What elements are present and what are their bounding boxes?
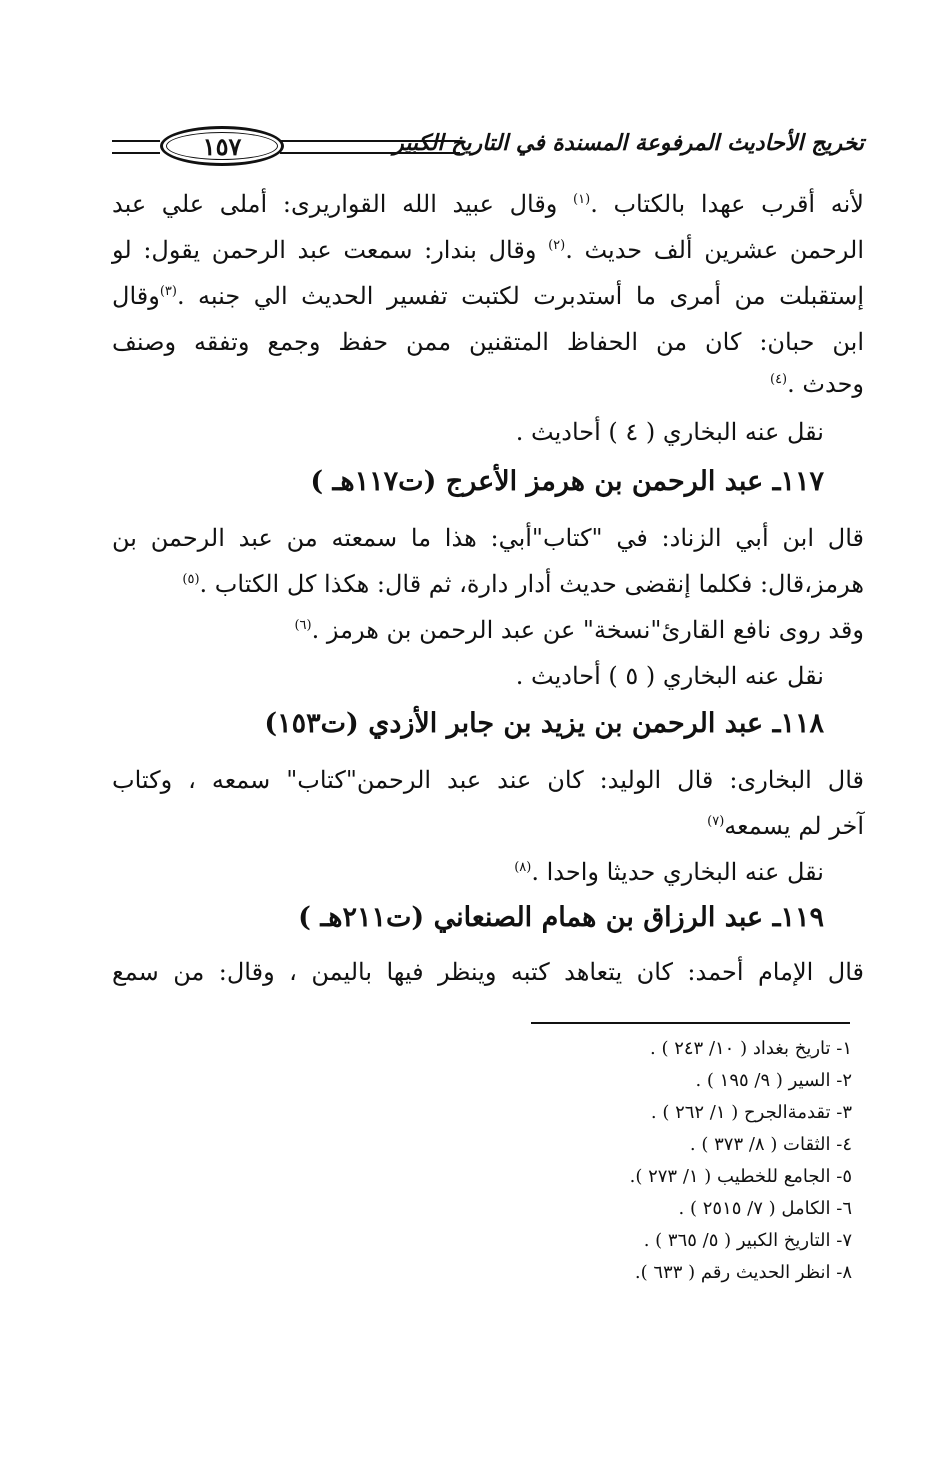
footnote: ٥- الجامع للخطيب ( ١/ ٢٧٣ ). <box>629 1166 852 1187</box>
text-line: نقل عنه البخاري ( ٥ ) أحاديث . <box>515 662 824 690</box>
text-line: نقل عنه البخاري ( ٤ ) أحاديث . <box>515 418 824 446</box>
text-line: إستقبلت من أمرى ما أستدبرت لكتبت تفسير الحديث الي جنبه .$^{(٣)}$وقال <box>112 282 864 310</box>
page-number-frame <box>160 126 284 166</box>
footnote-ref: (٧) <box>707 814 725 829</box>
page-number: ١٥٧ <box>202 131 242 161</box>
footnote: ٧- التاريخ الكبير ( ٥/ ٣٦٥ ) . <box>643 1230 852 1251</box>
text-line: آخر لم يسمعه$^{(٧)}$ <box>707 812 864 840</box>
footnote: ٤- الثقات ( ٨/ ٣٧٣ ) . <box>689 1134 852 1155</box>
text-line: ابن حبان: كان من الحفاظ المتقنين ممن حفظ وجمع وتفقه وصنف <box>112 328 864 356</box>
footnote-ref: (٣) <box>159 284 177 299</box>
footnote: ٢- السير ( ٩/ ١٩٥ ) . <box>695 1070 852 1091</box>
entry-heading-118: ١١٨ـ عبد الرحمن بن يزيد بن جابر الأزدي (ت١٥٣) <box>264 708 824 739</box>
page-header <box>112 122 864 170</box>
text-line: قال البخارى: قال الوليد: كان عند عبد الرحمن"كتاب" سمعه ، وكتاب <box>112 766 864 794</box>
header-double-rule-left <box>112 140 160 154</box>
entry-heading-119: ١١٩ـ عبد الرزاق بن همام الصنعاني (ت٢١١هـ ) <box>298 902 824 933</box>
footnote: ٨- انظر الحديث رقم ( ٦٣٣ ). <box>634 1262 852 1283</box>
footnote: ٦- الكامل ( ٧/ ٢٥١٥ ) . <box>678 1198 852 1219</box>
footnote-separator <box>531 1022 850 1024</box>
footnote-ref: (٨) <box>514 860 532 875</box>
footnote-ref: (١) <box>573 192 591 207</box>
footnote-ref: (٥) <box>182 572 200 587</box>
text-line: هرمز،قال: فكلما إنقضى حديث أدار دارة، ثم قال: هكذا كل الكتاب .$^{(٥)}$ <box>182 570 864 598</box>
text-line: قال الإمام أحمد: كان يتعاهد كتبه وينظر فيها باليمن ، وقال: من سمع <box>112 958 864 986</box>
text-line: وحدث .$^{(٤)}$ <box>769 370 864 398</box>
footnote: ٣- تقدمةالجرح ( ١/ ٢٦٢ ) . <box>650 1102 852 1123</box>
text-line: لأنه أقرب عهدا بالكتاب .$^{(١)}$ وقال عبيد الله القواريرى: أملى علي عبد <box>112 190 864 218</box>
text-line: قال ابن أبي الزناد: في "كتاب"أبي: هذا ما سمعته من عبد الرحمن بن <box>112 524 864 552</box>
header-double-rule <box>280 140 460 154</box>
footnote-ref: (٦) <box>294 618 312 633</box>
running-title: تخريج الأحاديث المرفوعة المسندة في التاريخ الكبير <box>393 130 864 156</box>
text-line: الرحمن عشرين ألف حديث .$^{(٢)}$ وقال بندار: سمعت عبد الرحمن يقول: لو <box>112 236 864 264</box>
text-line: نقل عنه البخاري حديثا واحدا .$^{(٨)}$ <box>514 858 824 886</box>
footnote-ref: (٢) <box>548 238 566 253</box>
entry-heading-117: ١١٧ـ عبد الرحمن بن هرمز الأعرج (ت١١٧هـ ) <box>310 466 824 497</box>
footnote: ١- تاريخ بغداد ( ١٠/ ٢٤٣ ) . <box>650 1038 852 1059</box>
footnote-ref: (٤) <box>769 372 788 387</box>
text-line: وقد روى نافع القارئ"نسخة" عن عبد الرحمن بن هرمز .$^{(٦)}$ <box>294 616 864 644</box>
